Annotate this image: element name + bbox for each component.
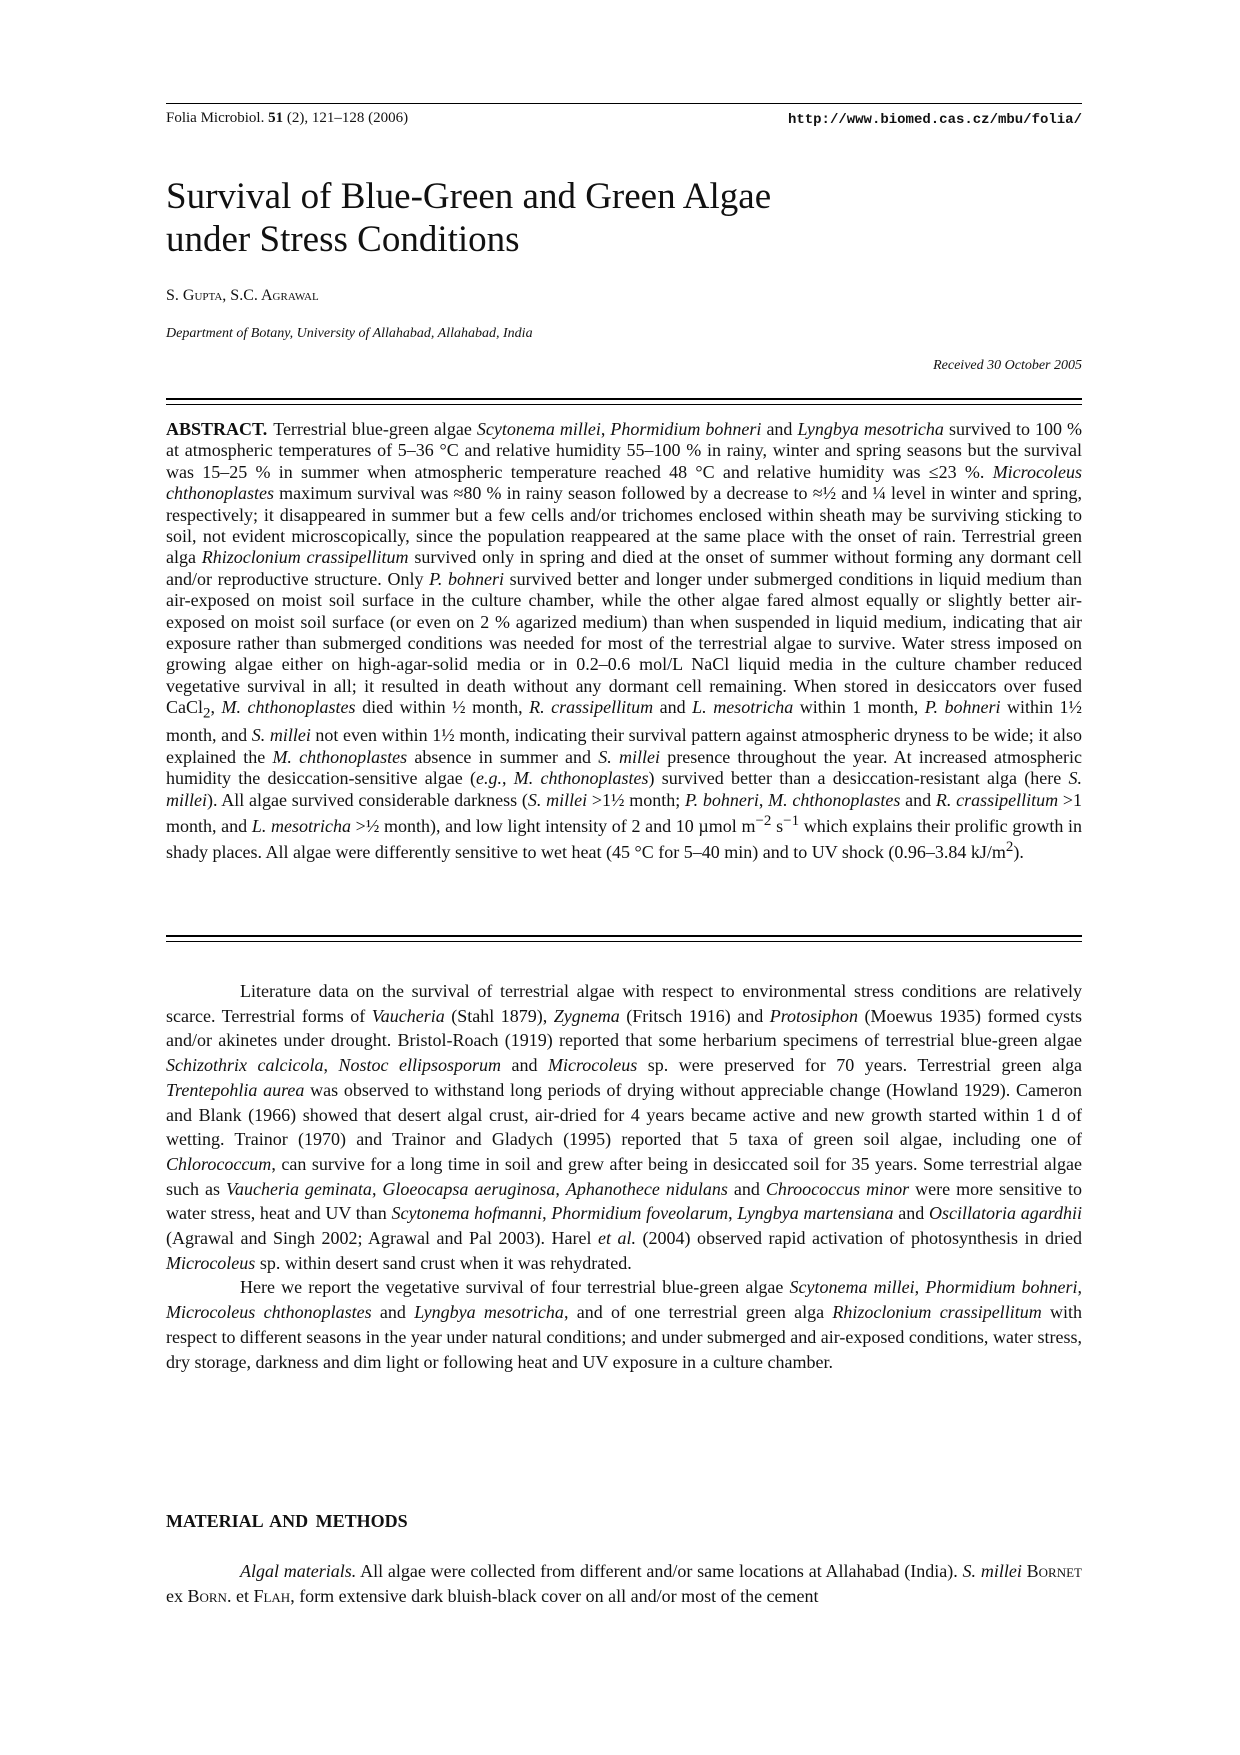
methods-paragraph: Algal materials. All algae were collected from different and/or same locations at Allahabad (India). S. millei Bornet ex Born. et Flah, form extensive dark bluish-black cover on all and/or most of the cement bbox=[166, 1561, 1082, 1606]
abstract-top-rule bbox=[166, 398, 1082, 405]
journal-reference: Folia Microbiol. 51 (2), 121–128 (2006) bbox=[166, 110, 409, 126]
affiliation: Department of Botany, University of Allahabad, Allahabad, India bbox=[166, 326, 533, 341]
intro-paragraph-1: Literature data on the survival of terrestrial algae with respect to environmental stress conditions are relatively scarce. Terrestrial forms of Vaucheria (Stahl 1879), Zygnema (Fritsch 1916) and Protosiphon (Moewus 1935) formed cysts and/or akinetes under drought. Bristol-Roach (1919) reported that some herbarium specimens of terrestrial blue-green algae Schizothrix calcicola, Nostoc ellipsosporum and Microcoleus sp. were preserved for 70 years. Terrestrial green alga Trentepohlia aurea was observed to withstand long periods of drying without appreciable change (Howland 1929). Cameron and Blank (1966) showed that desert algal crust, air-dried for 4 years became active and new growth started within 1 d of wetting. Trainor (1970) and Trainor and Gladych (1995) reported that 5 taxa of green soil algae, including one of Chlorococcum, can survive for a long time in soil and grew after being in desiccated soil for 35 years. Some terrestrial algae such as Vaucheria geminata, Gloeocapsa aeruginosa, Aphanothece nidulans and Chroococcus minor were more sensitive to water stress, heat and UV than Scytonema hofmanni, Phormidium foveolarum, Lyngbya martensiana and Oscillatoria agardhii (Agrawal and Singh 2002; Agrawal and Pal 2003). Harel et al. (2004) observed rapid activation of photosynthesis in dried Microcoleus sp. within desert sand crust when it was rehydrated. bbox=[166, 981, 1083, 1273]
abstract: ABSTRACT. Terrestrial blue-green algae Scytonema millei, Phormidium bohneri and Lyngbya mesotricha survived to 100 % at atmospheric temperatures of 5–36 °C and relative humidity 55–100 % in rainy, winter and spring seasons but the survival was 15–25 % in summer when atmospheric temperature reached 48 °C and relative humidity was ≤23 %. Microcoleus chthonoplastes maximum survival was ≈80 % in rainy season followed by a decrease to ≈½ and ¼ level in winter and spring, respectively; it disappeared in summer but a few cells and/or trichomes enclosed within sheath may be surviving sticking to soil, not evident microscopically, since the population reappeared at the same place with the onset of rain. Terrestrial green alga Rhizoclonium crassipellitum survived only in spring and died at the onset of summer without forming any dormant cell and/or reproductive structure. Only P. bohneri survived better and longer under submerged conditions in liquid medium than air-exposed on moist soil surface in the culture chamber, while the other algae fared almost equally or slightly better air-exposed on moist soil surface (or even on 2 % agarized medium) than when suspended in liquid medium, indicating that air exposure rather than submerged conditions was needed for most of the terrestrial algae to survive. Water stress imposed on growing algae either on high-agar-solid media or in 0.2–0.6 mol/L NaCl liquid media in the culture chamber reduced vegetative survival in all; it resulted in death without any dormant cell remaining. When stored in desiccators over fused CaCl$_2$, M. chthonoplastes died within ½ month, R. crassipellitum and L. mesotricha within 1 month, P. bohneri within 1½ month, and S. millei not even within 1½ month, indicating their survival pattern against atmospheric dryness to be wide; it also explained the M. chthonoplastes absence in summer and S. millei presence throughout the year. At increased atmospheric humidity the desiccation-sensitive algae (e.g., M. chthonoplastes) survived better than a desiccation-resistant alga (here S. millei). All algae survived considerable darkness (S. millei >1½ month; P. bohneri, M. chthonoplastes and R. crassipellitum >1 month, and L. mesotricha >½ month), and low light intensity of 2 and 10 µmol $m^{-2}$ $s^{-1}$ which explains their prolific growth in shady places. All algae were differently sensitive to wet heat (45 °C for 5–40 min) and to UV shock (0.96–3.84 $kJ/m^2$). bbox=[166, 419, 1083, 863]
journal-url-link[interactable]: http://www.biomed.cas.cz/mbu/folia/ bbox=[787, 112, 1082, 128]
author-list: S. Gupta, S.C. Agrawal bbox=[166, 287, 319, 304]
paper-title: Survival of Blue-Green and Green Algae under Stress Conditions bbox=[166, 176, 772, 260]
section-heading-methods: MATERIAL AND METHODS bbox=[166, 1511, 408, 1531]
abstract-bottom-rule bbox=[166, 935, 1082, 942]
header-rule bbox=[166, 103, 1082, 104]
received-date: Received 30 October 2005 bbox=[933, 358, 1082, 373]
intro-paragraph-2: Here we report the vegetative survival of four terrestrial blue-green algae Scytonema millei, Phormidium bohneri, Microcoleus chthonoplastes and Lyngbya mesotricha, and of one terrestrial green alga Rhizoclonium crassipellitum with respect to different seasons in the year under natural conditions; and under submerged and air-exposed conditions, water stress, dry storage, darkness and dim light or following heat and UV exposure in a culture chamber. bbox=[166, 1277, 1083, 1372]
introduction bbox=[166, 979, 1082, 1374]
